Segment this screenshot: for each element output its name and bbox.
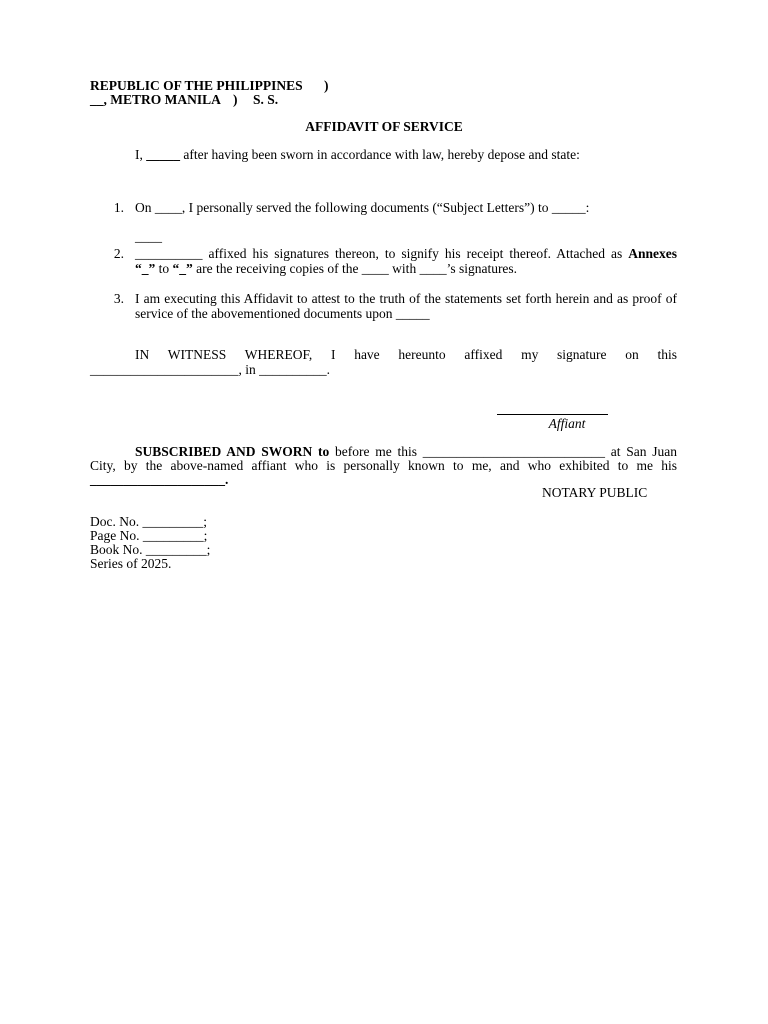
header-city: , METRO MANILA [103,92,221,107]
series-year: Series of 2025. [90,556,172,571]
header-ss: S. S. [253,92,279,107]
item-2-annex-from: “_” [135,261,156,276]
doc-no: Doc. No. _________; [90,514,207,529]
header-line-1 [90,78,303,93]
item-2-line-1-text: __________ affixed his signatures thereon, to signify his receipt thereof. Attached as [135,246,623,261]
item-1-number: 1. [113,200,124,215]
page-no: Page No. _________; [90,528,208,543]
book-no: Book No. _________; [90,542,211,557]
notary-public-label: NOTARY PUBLIC [542,485,648,500]
item-2-line-2-rest: are the receiving copies of the ____ with ____’s signatures. [196,261,518,276]
header-republic: REPUBLIC OF THE PHILIPPINES [90,78,303,93]
header-city-blank: __ [90,92,104,107]
subscribed-line-1-rest: before me this ___________________________ at San Juan [335,444,677,459]
item-2-to-word: to [158,261,170,276]
subscribed-line-2: City, by the above-named affiant who is personally known to me, and who exhibited to me his [90,458,677,473]
item-1-extra-blank: ____ [135,229,162,244]
intro-name-blank: _____ [146,147,180,162]
affiant-signature-line [497,414,608,415]
document-title: AFFIDAVIT OF SERVICE [305,119,463,134]
item-1-text: On ____, I personally served the following documents (“Subject Letters”) to _____: [135,200,590,215]
item-3-line-1: I am executing this Affidavit to attest to the truth of the statements set forth herein and as proof of [135,291,677,306]
witness-line-1: IN WITNESS WHEREOF, I have hereunto affixed my signature on this [135,347,677,362]
item-3-number: 3. [113,291,124,306]
item-2-number: 2. [113,246,124,261]
intro-line [135,147,580,162]
item-2-annexes-label: Annexes [628,246,678,261]
item-2-annex-to: “_” [172,261,193,276]
subscribed-bold-lead: SUBSCRIBED AND SWORN to [135,444,330,459]
intro-text: after having been sworn in accordance with law, hereby depose and state: [183,147,580,162]
item-3-line-2: service of the abovementioned documents upon _____ [135,306,430,321]
affiant-label: Affiant [548,416,586,431]
intro-prefix: I, [135,147,143,162]
subscribed-line-3: ____________________. [90,472,229,487]
item-2-line-2 [135,261,517,276]
witness-line-2: ______________________, in __________. [90,362,331,377]
item-2-line-1 [135,246,677,261]
subscribed-line-1 [135,444,677,459]
header-paren-2: ) [233,92,238,107]
header-paren-1: ) [324,78,329,93]
header-line-2 [90,92,221,107]
